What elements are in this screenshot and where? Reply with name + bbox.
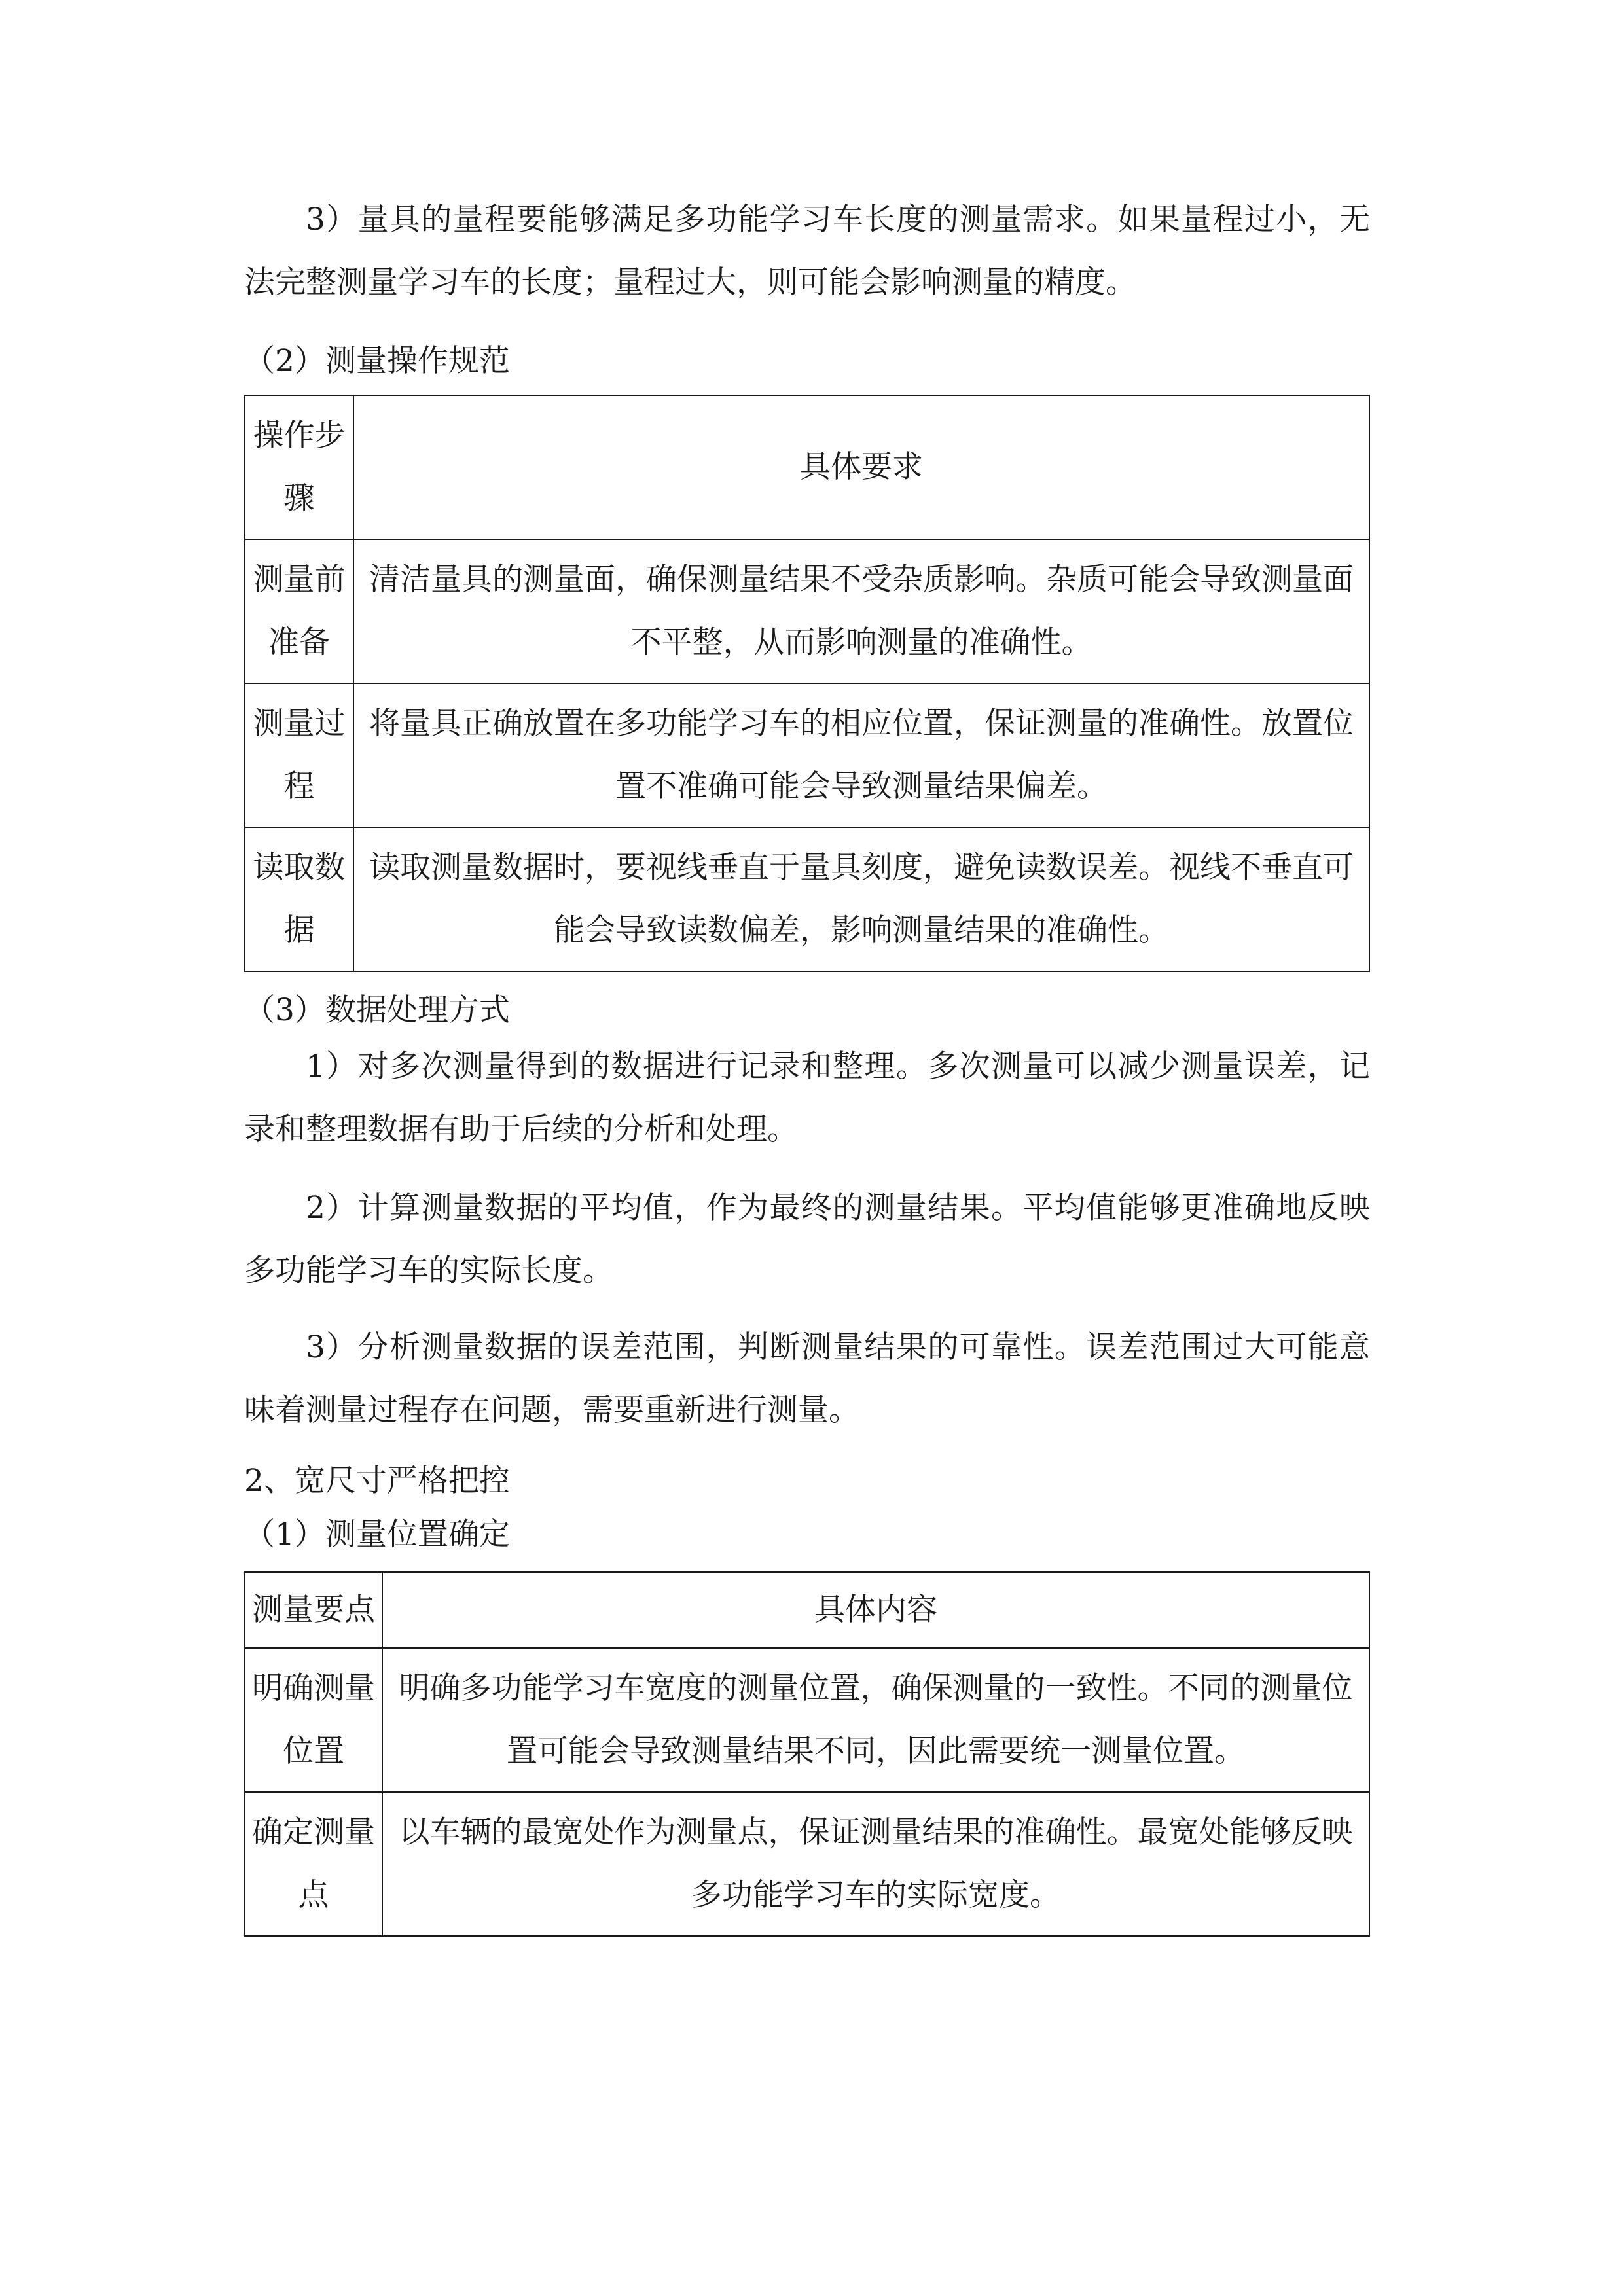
- step-cell: 读取数据: [245, 827, 353, 971]
- position-heading: （1）测量位置确定: [244, 1516, 510, 1552]
- table-row: [245, 827, 1369, 971]
- data-point-1: 1）对多次测量得到的数据进行记录和整理。多次测量可以减少测量误差，记录和整理数据有助于后续的分析和处理。: [244, 1049, 1370, 1147]
- requirement-cell: 清洁量具的测量面，确保测量结果不受杂质影响。杂质可能会导致测量面不平整，从而影响测量的准确性。: [353, 539, 1369, 683]
- data-processing-heading: （3）数据处理方式: [244, 992, 510, 1028]
- header-step: 操作步骤: [245, 395, 353, 539]
- data-point-3: 3）分析测量数据的误差范围，判断测量结果的可靠性。误差范围过大可能意味着测量过程存在问题，需要重新进行测量。: [244, 1329, 1370, 1428]
- header-point: 测量要点: [245, 1572, 382, 1648]
- table-row: [245, 539, 1369, 683]
- header-content: 具体内容: [382, 1572, 1369, 1648]
- step-cell: 测量过程: [245, 683, 353, 827]
- operation-spec-table: [244, 395, 1370, 972]
- point-cell: 明确测量位置: [245, 1648, 382, 1792]
- content-cell: 以车辆的最宽处作为测量点，保证测量结果的准确性。最宽处能够反映多功能学习车的实际宽度。: [382, 1792, 1369, 1936]
- table-row: [245, 683, 1369, 827]
- requirement-cell: 将量具正确放置在多功能学习车的相应位置，保证测量的准确性。放置位置不准确可能会导致测量结果偏差。: [353, 683, 1369, 827]
- step-cell: 测量前准备: [245, 539, 353, 683]
- operation-spec-heading: （2）测量操作规范: [244, 343, 510, 379]
- point-cell: 确定测量点: [245, 1792, 382, 1936]
- table-row: [245, 1648, 1369, 1792]
- requirement-cell: 读取测量数据时，要视线垂直于量具刻度，避免读数误差。视线不垂直可能会导致读数偏差，影响测量结果的准确性。: [353, 827, 1369, 971]
- data-point-2: 2）计算测量数据的平均值，作为最终的测量结果。平均值能够更准确地反映多功能学习车的实际长度。: [244, 1190, 1370, 1289]
- table-header-row: [245, 395, 1369, 539]
- header-requirement: 具体要求: [353, 395, 1369, 539]
- width-section-heading: 2、宽尺寸严格把控: [244, 1463, 510, 1499]
- length-point-3: 3）量具的量程要能够满足多功能学习车长度的测量需求。如果量程过小，无法完整测量学习车的长度；量程过大，则可能会影响测量的精度。: [244, 202, 1370, 300]
- table-header-row: [245, 1572, 1369, 1648]
- content-cell: 明确多功能学习车宽度的测量位置，确保测量的一致性。不同的测量位置可能会导致测量结果不同，因此需要统一测量位置。: [382, 1648, 1369, 1792]
- table-row: [245, 1792, 1369, 1936]
- measurement-position-table: [244, 1571, 1370, 1937]
